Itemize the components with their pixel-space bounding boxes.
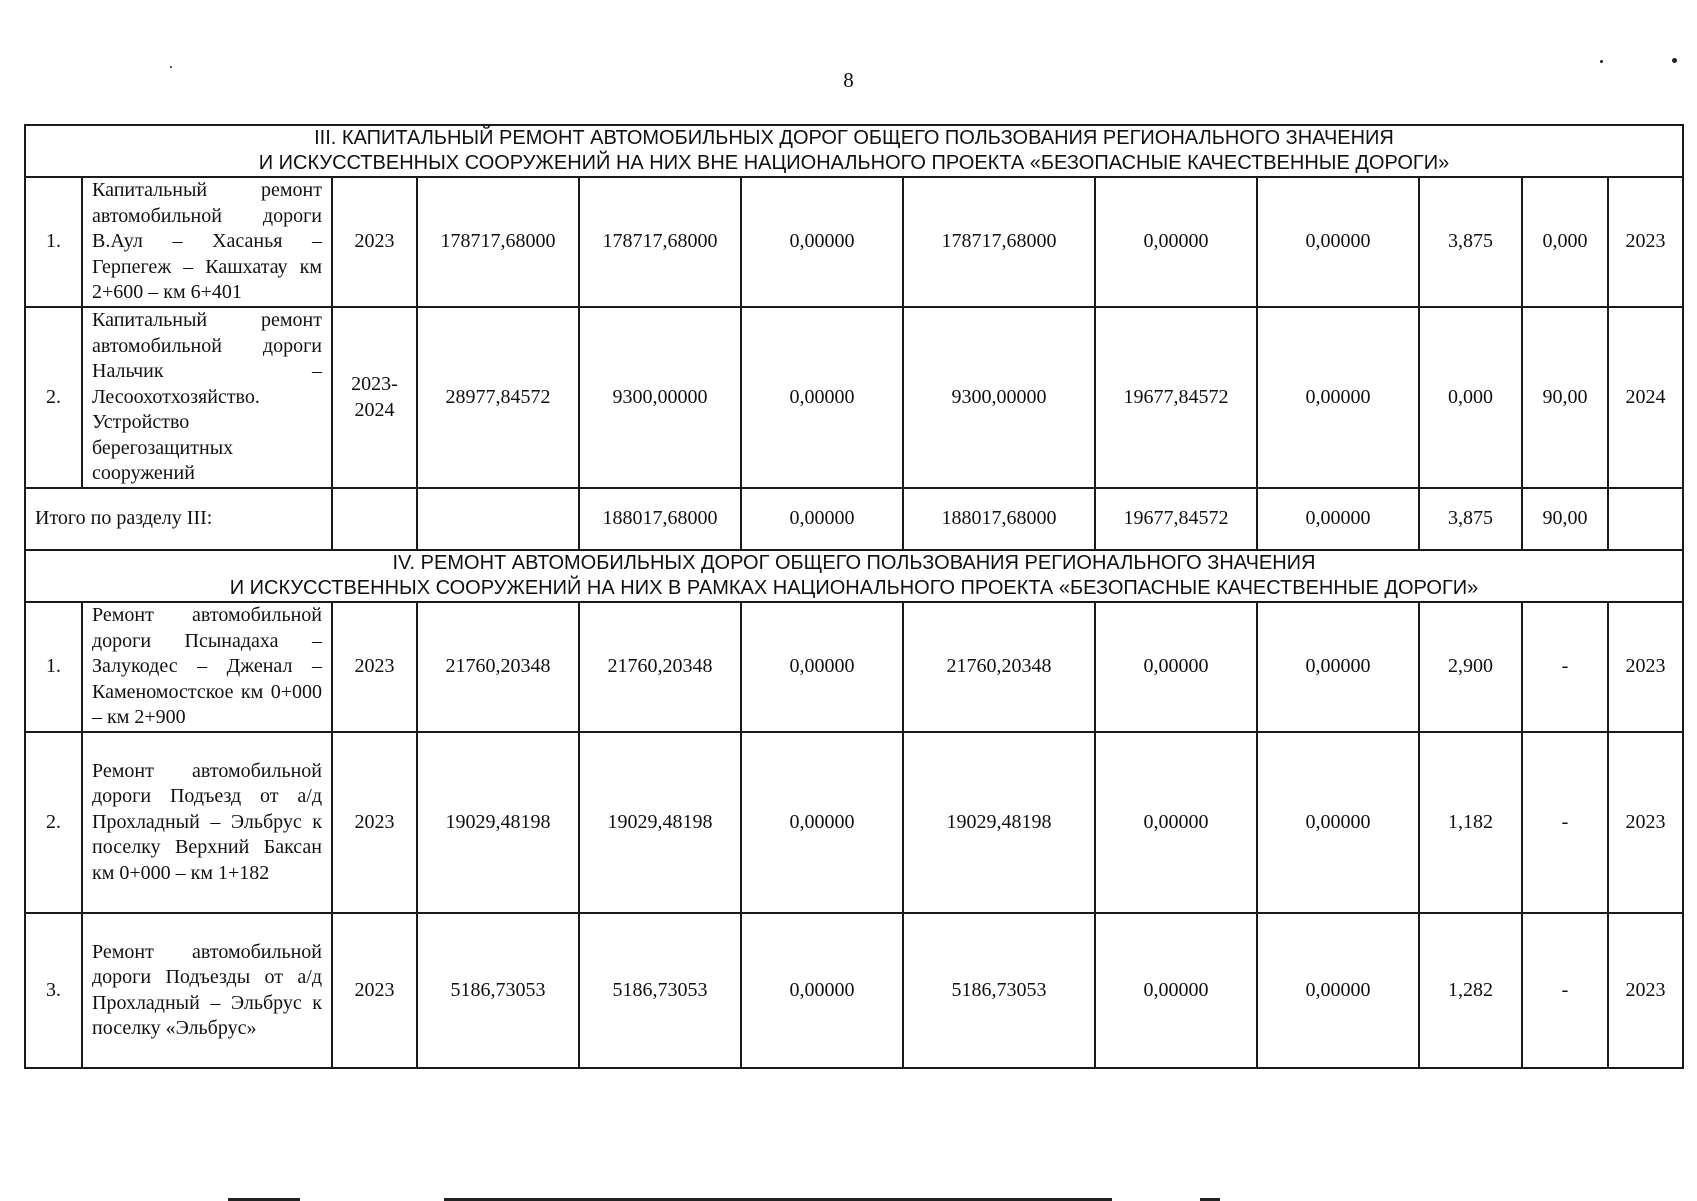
length-cell: - [1522, 732, 1608, 913]
value-cell: 19029,48198 [579, 732, 741, 913]
value-cell [417, 488, 579, 550]
total-label: Итого по разделу III: [25, 488, 332, 550]
object-name: Ремонт автомобильной дороги Подъезд от а/д Прохладный – Эльбрус к поселку Верхний Баксан км 0+000 – км 1+182 [82, 732, 332, 913]
object-name: Капитальный ремонт автомобильной дороги Нальчик – Лесоохотхозяйство. Устройство берегозащитных сооружений [82, 307, 332, 488]
length-cell: 0,000 [1419, 307, 1522, 488]
length-cell: 0,000 [1522, 177, 1608, 307]
section-iv-header [25, 550, 1683, 602]
value-cell: 9300,00000 [903, 307, 1095, 488]
length-cell: 3,875 [1419, 177, 1522, 307]
object-name: Ремонт автомобильной дороги Подъезды от а/д Прохладный – Эльбрус к поселку «Эльбрус» [82, 913, 332, 1068]
length-cell: 2,900 [1419, 602, 1522, 732]
value-cell: 0,00000 [741, 307, 903, 488]
table-row [25, 732, 1683, 913]
value-cell: 19029,48198 [903, 732, 1095, 913]
year-cell: 2023 [1608, 602, 1683, 732]
value-cell: 19677,84572 [1095, 488, 1257, 550]
row-number: 2. [25, 732, 82, 913]
table-row [25, 177, 1683, 307]
section-header-line: IV. РЕМОНТ АВТОМОБИЛЬНЫХ ДОРОГ ОБЩЕГО ПОЛЬЗОВАНИЯ РЕГИОНАЛЬНОГО ЗНАЧЕНИЯ [392, 552, 1316, 574]
value-cell: 0,00000 [741, 177, 903, 307]
length-cell: 90,00 [1522, 488, 1608, 550]
year-cell: 2023 [1608, 913, 1683, 1068]
value-cell: 0,00000 [1095, 177, 1257, 307]
value-cell: 19677,84572 [1095, 307, 1257, 488]
length-cell: - [1522, 913, 1608, 1068]
value-cell: 0,00000 [741, 488, 903, 550]
section-header-line: III. КАПИТАЛЬНЫЙ РЕМОНТ АВТОМОБИЛЬНЫХ ДОРОГ ОБЩЕГО ПОЛЬЗОВАНИЯ РЕГИОНАЛЬНОГО ЗНАЧЕНИЯ [314, 127, 1394, 149]
object-name: Ремонт автомобильной дороги Псынадаха – Залукодес – Дженал – Каменомостское км 0+000 – км 2+900 [82, 602, 332, 732]
scan-speck [170, 66, 172, 68]
value-cell: 19029,48198 [417, 732, 579, 913]
year-cell: 2023 [1608, 177, 1683, 307]
section-header-row [25, 550, 1683, 602]
value-cell: 178717,68000 [417, 177, 579, 307]
value-cell: 0,00000 [741, 602, 903, 732]
period-cell: 2023 [332, 177, 417, 307]
value-cell: 5186,73053 [903, 913, 1095, 1068]
row-number: 2. [25, 307, 82, 488]
value-cell: 0,00000 [1257, 177, 1419, 307]
year-cell: 2023 [1608, 732, 1683, 913]
object-name: Капитальный ремонт автомобильной дороги В.Аул – Хасанья – Герпегеж – Кашхатау км 2+600 – км 6+401 [82, 177, 332, 307]
value-cell: 0,00000 [1257, 307, 1419, 488]
value-cell: 188017,68000 [579, 488, 741, 550]
period-cell: 2023-2024 [332, 307, 417, 488]
value-cell: 21760,20348 [417, 602, 579, 732]
length-cell: 1,182 [1419, 732, 1522, 913]
value-cell: 5186,73053 [417, 913, 579, 1068]
value-cell: 9300,00000 [579, 307, 741, 488]
value-cell: 188017,68000 [903, 488, 1095, 550]
value-cell: 21760,20348 [903, 602, 1095, 732]
period-cell: 2023 [332, 732, 417, 913]
table-row [25, 307, 1683, 488]
section-header-line: И ИСКУССТВЕННЫХ СООРУЖЕНИЙ НА НИХ ВНЕ НАЦИОНАЛЬНОГО ПРОЕКТА «БЕЗОПАСНЫЕ КАЧЕСТВЕННЫЕ ДОРОГИ» [258, 152, 1450, 174]
table-row [25, 602, 1683, 732]
period-cell: 2023 [332, 913, 417, 1068]
row-number: 1. [25, 177, 82, 307]
value-cell: 0,00000 [1095, 732, 1257, 913]
value-cell: 0,00000 [1257, 732, 1419, 913]
road-repair-table [24, 124, 1684, 1069]
value-cell: 0,00000 [1257, 913, 1419, 1068]
value-cell: 21760,20348 [579, 602, 741, 732]
length-cell: - [1522, 602, 1608, 732]
value-cell: 0,00000 [1257, 488, 1419, 550]
value-cell: 178717,68000 [579, 177, 741, 307]
scan-speck [1600, 60, 1603, 63]
value-cell: 0,00000 [1095, 602, 1257, 732]
page-number: 8 [843, 68, 854, 92]
value-cell: 0,00000 [1257, 602, 1419, 732]
total-row [25, 488, 1683, 550]
scan-speck [1672, 58, 1677, 63]
value-cell: 28977,84572 [417, 307, 579, 488]
length-cell: 3,875 [1419, 488, 1522, 550]
value-cell: 0,00000 [741, 913, 903, 1068]
value-cell: 178717,68000 [903, 177, 1095, 307]
year-cell [1608, 488, 1683, 550]
section-header-row [25, 125, 1683, 177]
length-cell: 90,00 [1522, 307, 1608, 488]
section-header-line: И ИСКУССТВЕННЫХ СООРУЖЕНИЙ НА НИХ В РАМКАХ НАЦИОНАЛЬНОГО ПРОЕКТА «БЕЗОПАСНЫЕ КАЧЕСТВЕННЫЕ ДОРОГИ» [229, 577, 1479, 599]
row-number: 1. [25, 602, 82, 732]
table-row [25, 913, 1683, 1068]
value-cell: 0,00000 [741, 732, 903, 913]
period-cell: 2023 [332, 602, 417, 732]
section-iii-header [25, 125, 1683, 177]
length-cell: 1,282 [1419, 913, 1522, 1068]
row-number: 3. [25, 913, 82, 1068]
period-cell [332, 488, 417, 550]
year-cell: 2024 [1608, 307, 1683, 488]
value-cell: 0,00000 [1095, 913, 1257, 1068]
value-cell: 5186,73053 [579, 913, 741, 1068]
